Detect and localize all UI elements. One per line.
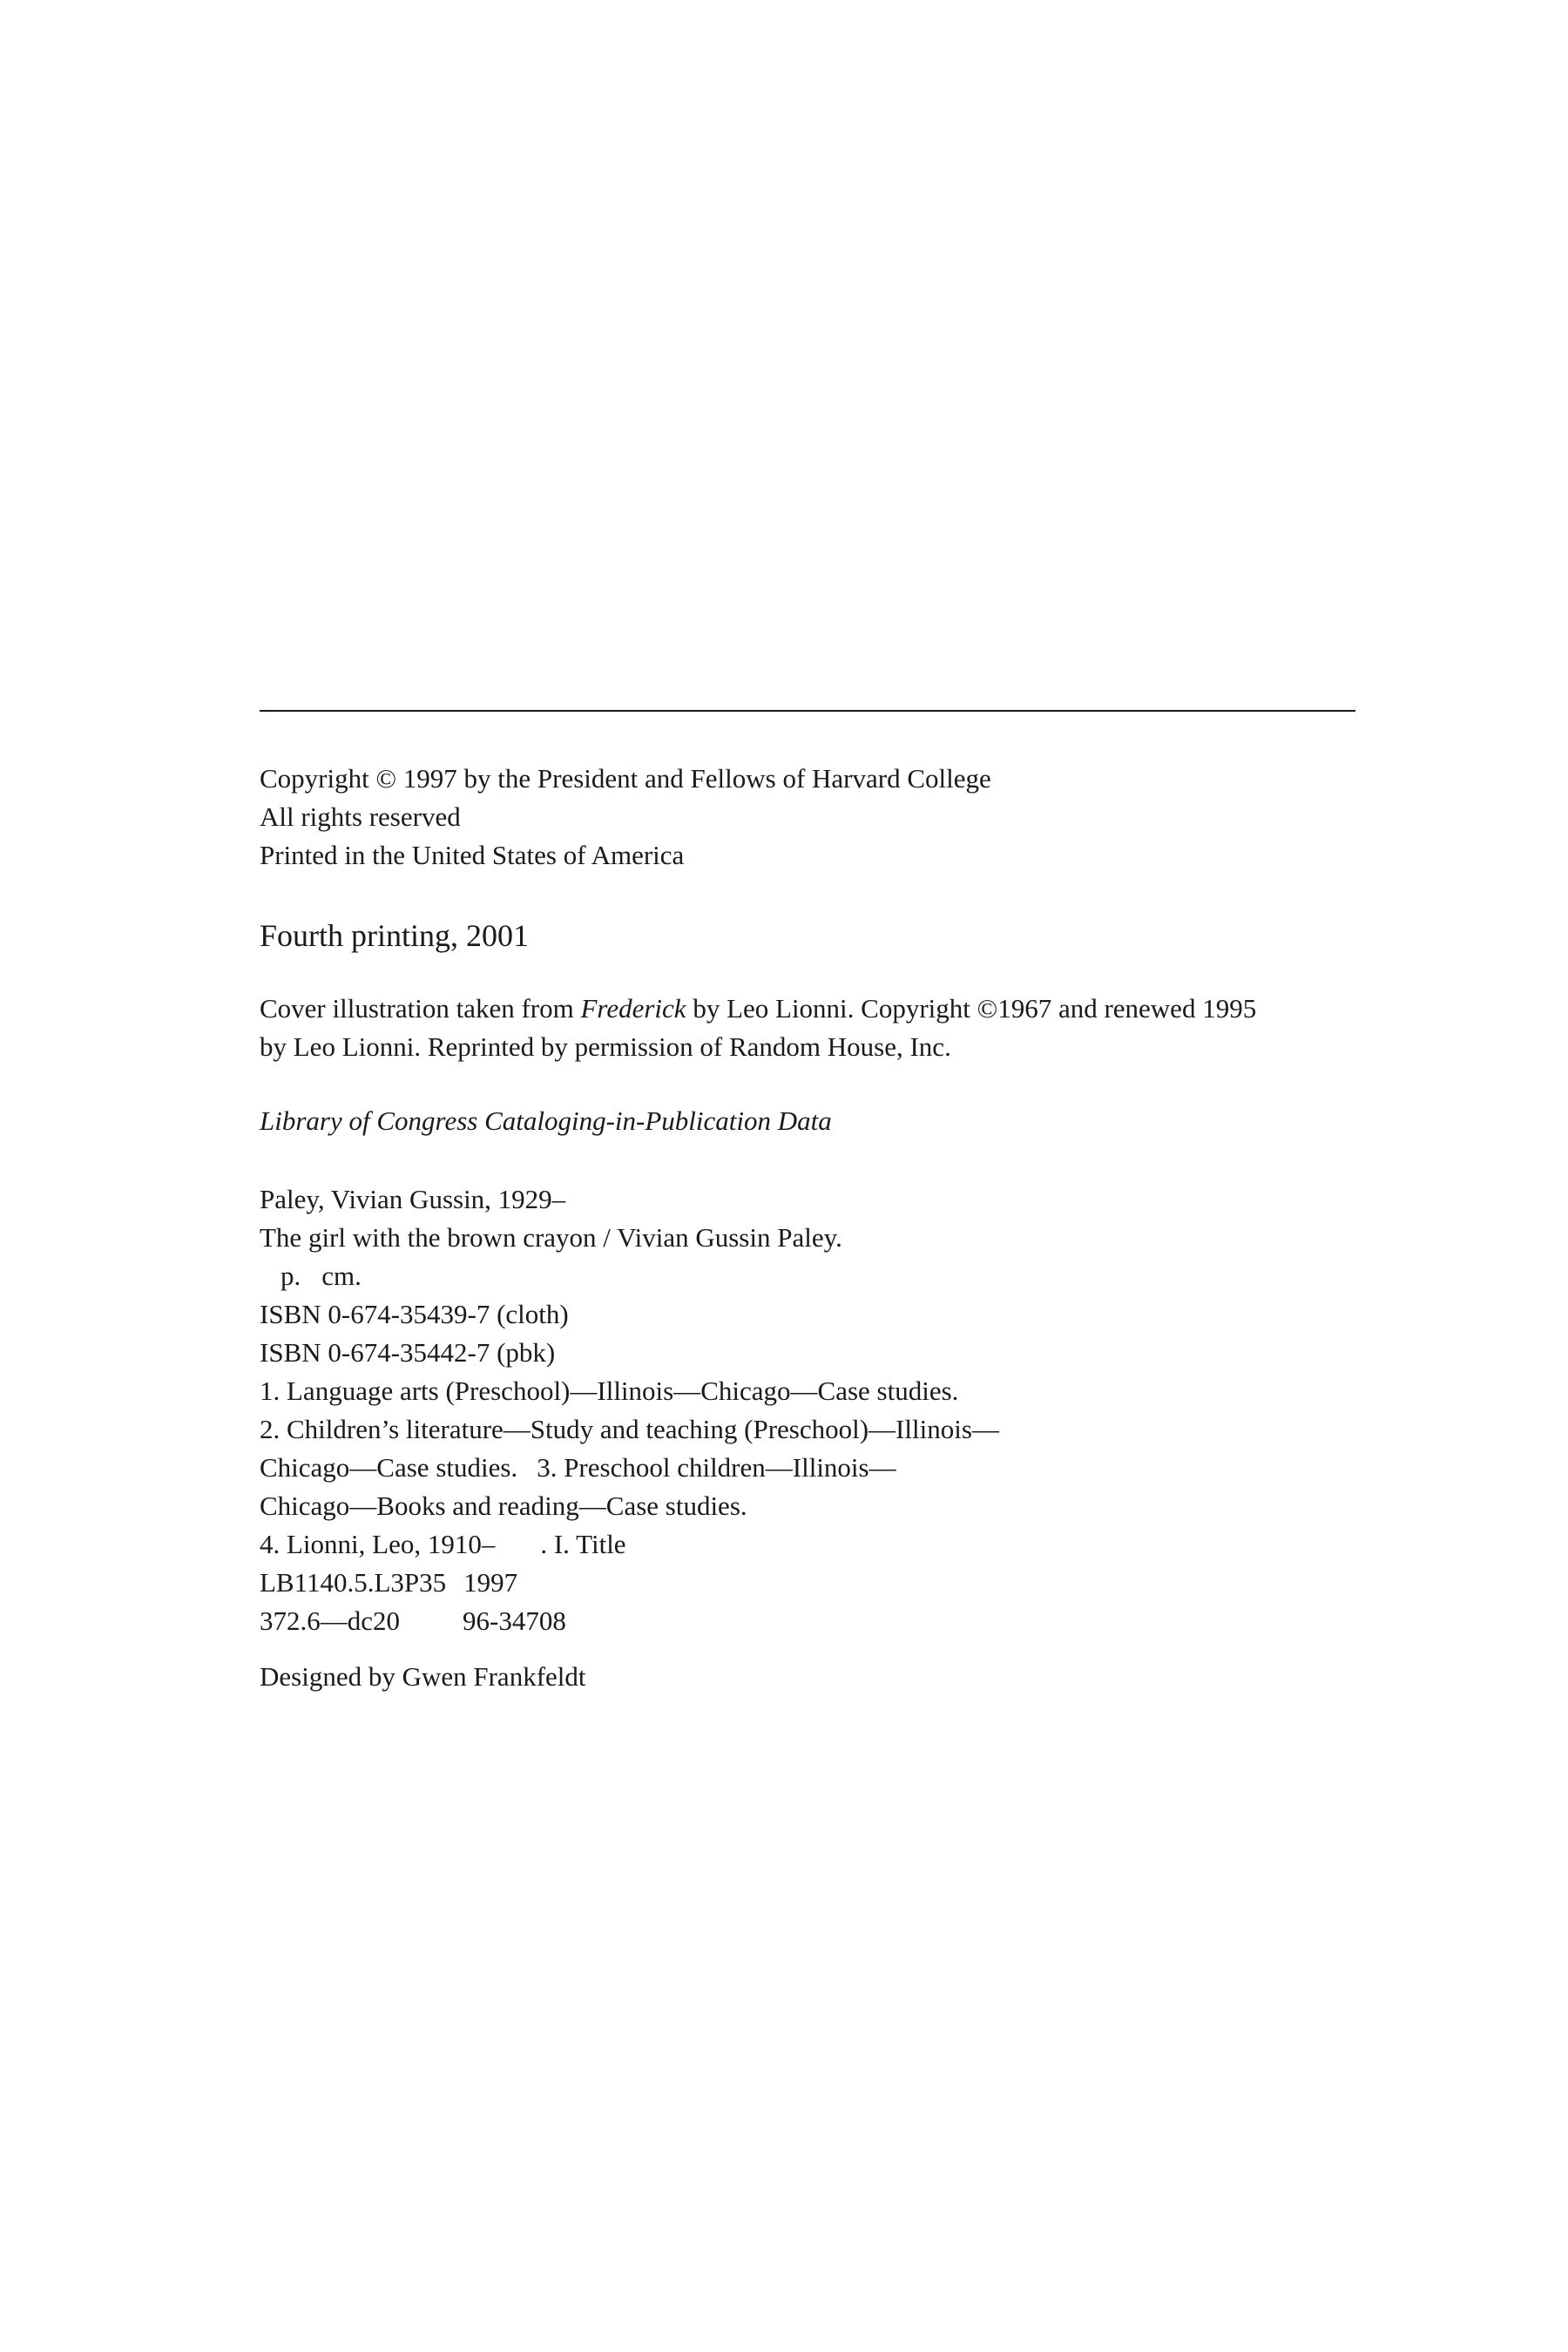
cip-pages: p.	[280, 1260, 301, 1291]
cover-credit-suffix: by Leo Lionni. Copyright ©1967 and renewed 1995	[686, 993, 1257, 1024]
rights-line: All rights reserved	[260, 801, 461, 832]
cip-cm: cm.	[321, 1260, 362, 1291]
cip-lc-year: 1997	[463, 1567, 518, 1598]
cip-subject-4-line	[260, 1525, 1392, 1564]
cip-isbn-cloth: ISBN 0-674-35439-7 (cloth)	[260, 1299, 569, 1329]
cip-subject-4: 4. Lionni, Leo, 1910–	[260, 1529, 496, 1559]
cip-author: Paley, Vivian Gussin, 1929–	[260, 1184, 566, 1214]
printed-in-line: Printed in the United States of America	[260, 840, 685, 870]
designer-block	[260, 1658, 1392, 1696]
cip-isbn-pbk: ISBN 0-674-35442-7 (pbk)	[260, 1337, 556, 1368]
copyright-block	[260, 760, 1392, 875]
printing-line: Fourth printing, 2001	[260, 918, 530, 953]
cover-credit-line-1	[260, 990, 1392, 1028]
designer-credit: Designed by Gwen Frankfeldt	[260, 1661, 586, 1692]
cip-lc-line	[260, 1564, 1392, 1602]
cover-credit-prefix: Cover illustration taken from	[260, 993, 581, 1024]
cover-credit-book-title: Frederick	[580, 993, 686, 1024]
cip-subject-3: 3. Preschool children—Illinois—	[537, 1452, 896, 1483]
printing-block	[260, 915, 1392, 956]
cip-lccn: 96-34708	[463, 1605, 566, 1636]
cip-subject-2: 2. Children’s literature—Study and teaching (Preschool)—Illinois—	[260, 1414, 999, 1444]
cip-heading: Library of Congress Cataloging-in-Publication Data	[260, 1105, 832, 1136]
cip-lc-class: LB1140.5.L3P35	[260, 1567, 447, 1598]
horizontal-rule	[260, 710, 1355, 712]
cip-subject-2-3	[260, 1449, 1392, 1487]
cover-credit-line-2: by Leo Lionni. Reprinted by permission of Random House, Inc.	[260, 1031, 951, 1062]
cip-dewey: 372.6—dc20	[260, 1605, 401, 1636]
cip-subject-2-cont: Chicago—Case studies.	[260, 1452, 518, 1483]
cip-title-entry: . I. Title	[540, 1529, 626, 1559]
cip-heading-block	[260, 1102, 1392, 1140]
cip-subject-1: 1. Language arts (Preschool)—Illinois—Chicago—Case studies.	[260, 1375, 959, 1406]
cover-credit-block	[260, 990, 1392, 1066]
cip-subject-3-cont: Chicago—Books and reading—Case studies.	[260, 1490, 747, 1521]
cip-title: The girl with the brown crayon / Vivian Gussin Paley.	[260, 1222, 842, 1253]
copyright-line: Copyright © 1997 by the President and Fellows of Harvard College	[260, 763, 991, 794]
cip-physical	[260, 1257, 1392, 1295]
cip-data-block	[260, 1180, 1392, 1640]
cip-dewey-line	[260, 1602, 1392, 1640]
